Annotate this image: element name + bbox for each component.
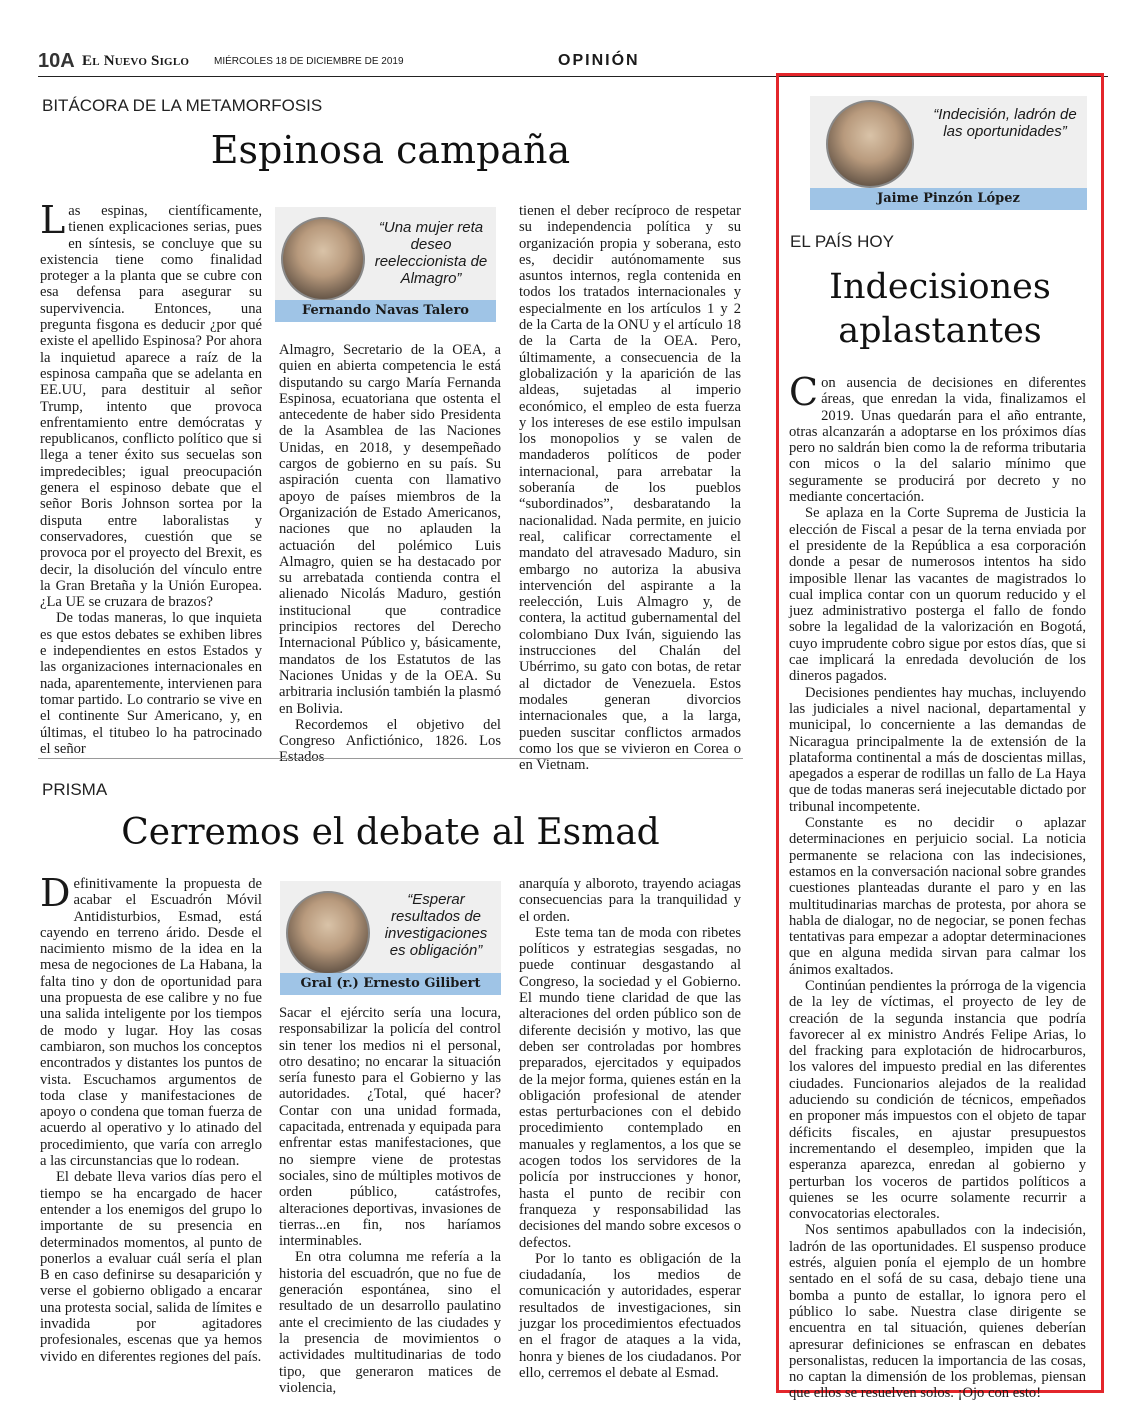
article3-paragraph: Constante es no decidir o aplazar determinaciones en perjuicio social. La noticia permanente se relaciona con las indecisiones, estamos en la conversación nacional sobre grandes cuestiones planteadas durante el paro y en las multitudinarias marchas de protesta, por ahora se habla de dialogar, no de negociar, se ponen fechas tentativas para empezar a adoptar determinaciones que en alguna medida sirvan para calmar los ánimos exaltados. xyxy=(789,815,1086,978)
article1-quote: “Una mujer reta deseo reeleccionista de Almagro” xyxy=(374,219,488,287)
article2-kicker: PRISMA xyxy=(42,780,108,799)
article1-author: Fernando Navas Talero xyxy=(302,303,469,318)
article2-author: Gral (r.) Ernesto Gilibert xyxy=(300,976,481,991)
newspaper-name: El Nuevo Siglo xyxy=(82,53,190,69)
article3-kicker: EL PAÍS HOY xyxy=(790,232,894,251)
author-photo-navas-icon xyxy=(281,217,365,301)
article1-paragraph: tienen el deber recíproco de respetar su independencia política y su organización propia y soberana, esto es, decidir autónomamente sus asuntos internos, regla contenida en todos los tratados internacionales y especialmente en los artículos 1 y 2 de la Carta de la ONU y el artículo 18 de la Carta de la OEA. Pero, últimamente, a consecuencia de la globalización y la aparición de las aldeas, sujetadas al imperio económico, el empleo de esta fuerza y los intereses de ese estilo impulsan los monopolios y se valen de mandaderos políticos de poder internacional, para arrebatar la soberanía de los pueblos “subordinados”, desbaratando la nacionalidad. Nada permite, en juicio real, calificar correctamente el mandato del atravesado Maduro, sin embargo no autoriza la abusiva intervención del aspirante a la reelección, Luis Almagro y, de contera, la actitud gubernamental del colombiano Dux Iván, siguiendo las instrucciones del Chalán del Ubérrimo, su gato con botas, de retar al dictador de Venezuela. Estos modales generan divorcios internacionales que, a la larga, pueden suscitar conflictos armados como los que se vivieron en Corea o en Vietnam. xyxy=(519,203,741,774)
article2-column-2 xyxy=(279,1005,501,1396)
section-name: OPINIÓN xyxy=(558,52,640,69)
article2-paragraph: anarquía y alboroto, trayendo aciagas consecuencias para la tranquilidad y el orden. xyxy=(519,876,741,925)
article-divider xyxy=(38,758,743,759)
article1-column-2 xyxy=(279,342,501,766)
article2-dropcap: D xyxy=(40,871,71,915)
article2-paragraph: En otra columna me refería a la historia del escuadrón, que no fue de generación espontánea, sino el resultado de un desarrollo paulatino ante el crecimiento de las ciudades y la presencia de movimientos o actividades multitudinarias de todo tipo, que generaron matices de violencia, xyxy=(279,1249,501,1396)
article2-column-1 xyxy=(40,871,262,1365)
article3-paragraph: Decisiones pendientes hay muchas, incluyendo las judiciales a nivel nacional, departamental y municipal, lo concerniente a las demandas de Nicaragua principalmente la de extensión de la plataforma continental a más de doscientas millas, apegados a esperar de rodillas un fallo de La Haya que de todas maneras será inejecutable dictado por tribunal incompetente. xyxy=(789,684,1086,815)
article3-title: Indecisiones aplastantes xyxy=(829,267,1051,351)
article1-paragraph: De todas maneras, lo que inquieta es que estos debates se exhiben libres e independientes en estos Estados y las organizaciones internacionales en nada, aparentemente, intervienen para tomar partido. Lo contrario se vive en el continente Sur Americano, y, en últimas, el titubeo lo ha patrocinado el señor xyxy=(40,610,262,757)
article1-dropcap: L xyxy=(40,198,66,242)
article3-paragraph: Continúan pendientes la prórroga de la vigencia de la ley de víctimas, el proyecto de ley de creación de la segunda instancia que podría favorecer al ex ministro Andrés Felipe Arias, lo del fracking para explotación de hidrocarburos, los valores del impuesto predial en las diferentes ciudades. Funcionarios alejados de la realidad aduciendo su condición de técnicos, empeñados en proponer más impuestos con el objeto de tapar déficits fiscales, en ajustar presupuestos incrementando el desempleo, impiden que la esperanza aparezca, enredan al gobierno y perturban los voceros de partidos políticos a quienes se les ocurre solamente recurrir a convocatorias electorales. xyxy=(789,977,1086,1223)
article1-kicker: BITÁCORA DE LA METAMORFOSIS xyxy=(42,96,323,115)
article3-paragraph: on ausencia de decisiones en diferentes áreas, que enredan la vida, finalizamos el 2019. Unas quedarán para el año entrante, otras alcanzarán a adoptarse en los próximos días pero no saldrán bien como la de reforma tributaria con micos o la del salario mínimo que seguramente se producirá por decreto y no mediante concertación. xyxy=(789,375,1086,506)
article3-body xyxy=(789,370,1086,1402)
article3-paragraph: Nos sentimos apabullados con la indecisión, ladrón de las oportunidades. El suspenso produce estrés, alguien ponía el ejemplo de un hombre sentado en el sofá de su casa, debajo tiene una bomba a punto de estallar, lo ignora pero el público lo sabe. Nuestra clase dirigente se encuentra en tal situación, quienes deberían apresurar definiciones se enfrascan en debates personalistas, reducen la importancia de las cosas, no captan la dimensión de los problemas, piensan que ellos se resuelven solos. ¡Ojo con esto! xyxy=(789,1222,1086,1402)
article1-column-3 xyxy=(519,203,741,774)
article2-column-3 xyxy=(519,876,741,1381)
article1-title: Espinosa campaña xyxy=(210,128,571,172)
article2-paragraph: El debate lleva varios días pero el tiempo se ha encargado de hacer entender a los enemigos del grupo lo importante de su presencia en determinados momentos, al punto de ponerlos a evaluar cuál sería el plan B en caso definirse su desaparición y verse el gobierno obligado a encarar una protesta social, salida de límites e invadida por agitadores profesionales, escenas que ya hemos vivido en diferentes regiones del país. xyxy=(40,1169,262,1365)
article2-paragraph: Este tema tan de moda con ribetes políticos y estrategias sesgadas, no puede continuar desgastando al Congreso, la sociedad y el Gobierno. El mundo tiene claridad de que las alteraciones del orden público son de diferente decisión y motivo, las que deben ser controladas por hombres preparados, ejercitados y equipados de la mejor forma, quienes están en la obligación profesional de atender estas perturbaciones con el debido procedimiento contemplado en manuales y reglamentos, a los que se acogen todos los servidores de la policía por instrucciones y honor, hasta el punto de recibir con franqueza y responsabilidad las decisiones del mando sobre excesos o defectos. xyxy=(519,924,741,1251)
article1-paragraph: Almagro, Secretario de la OEA, a quien en abierta competencia le está disputando su cargo María Fernanda Espinosa, ecuatoriana que ostenta el antecedente de haber sido Presidenta de la Asamblea de las Naciones Unidas, en 2018, y desempeñado cargos de gobierno en su país. Su aspiración cuenta con llamativo apoyo de países miembros de la Organización de Estado Americanos, naciones que no aplauden la actuación del polémico Luis Almagro, quien se ha destacado por su arrebatada contienda contra el alienado Nicolás Maduro, gestión institucional que contradice principios rectores del Derecho Internacional Público y, básicamente, mandatos de los Estatutos de las Naciones Unidas y de la OEA. Su arbitraria inclusión también la plasmó en Bolivia. xyxy=(279,342,501,717)
article3-author-box xyxy=(810,96,1087,210)
article2-paragraph: Por lo tanto es obligación de la ciudadanía, los medios de comunicación y autoridades, esperar resultados de investigaciones, sin juzgar los procedimientos efectuados en el fragor de ataques a la vida, honra y bienes de los ciudadanos. Por ello, cerremos el debate al Esmad. xyxy=(519,1250,741,1381)
article1-column-1 xyxy=(40,198,262,757)
article3-dropcap: C xyxy=(789,370,819,414)
article3-quote: “Indecisión, ladrón de las oportunidades” xyxy=(933,106,1077,140)
article2-quote: “Esperar resultados de investigaciones es obligación” xyxy=(384,891,488,959)
page-number: 10A xyxy=(38,50,75,72)
article1-author-box xyxy=(275,207,496,322)
article1-paragraph: as espinas, científicamente, tienen explicaciones serias, pues en síntesis, se concluye que su existencia tiene como finalidad proteger a la planta que se cubre con esa defensa para asegurar su supervivencia. Entonces, una pregunta fisgona es deducir ¿por qué existe el apellido Espinosa? Por ahora la inquietud aparece a raíz de la espinosa campaña que se adelanta en EE.UU, para destituir al señor Trump, intento que provoca enfrentamiento entre demócratas y republicanos, conflicto político que si llega a tener éxito sus secuelas son impredecibles; igual preocupación genera el espinoso debate que el señor Boris Johnson sortea por la disputa entre laboralistas y conservadores, cuestión que se provoca por el proyecto del Brexit, es decir, la disolución del vínculo entre la Gran Bretaña y la Unión Europea. ¿La UE se cruzara de brazos? xyxy=(40,203,262,611)
article2-paragraph: Sacar el ejército sería una locura, responsabilizar la policía del control sin tener los medios ni el personal, otro desatino; no encarar la situación sería funesto para el Gobierno y las autoridades. ¿Total, qué hacer? Contar con una unidad formada, capacitada, entrenada y equipada para enfrentar estas manifestaciones, que no siempre viene de protestas sociales, sino de múltiples motivos de orden público, catástrofes, alteraciones deportivas, invasiones de tierras...en fin, nos haríamos interminables. xyxy=(279,1005,501,1250)
article1-paragraph: Recordemos el objetivo del Congreso Anfictiónico, 1826. Los Estados xyxy=(279,716,501,766)
author-photo-gilibert-icon xyxy=(286,891,370,975)
issue-date: MIÉRCOLES 18 DE DICIEMBRE DE 2019 xyxy=(214,56,404,67)
author-photo-pinzon-icon xyxy=(826,100,914,188)
article3-paragraph: Se aplaza en la Corte Suprema de Justicia la elección de Fiscal a pesar de la terna enviada por el presidente de la República a esa corporación donde a pesar de numerosos intentos ha sido imposible llenar las vacantes de magistrados lo cual implica contar con un quorum reducido y el juez administrativo posterga el fallo de fondo sobre la legalidad de la valorización en Bogotá, cuyo imprudente cobro sigue por estos días, que si cae implicará la enredada devolución de los dineros pagados. xyxy=(789,505,1086,685)
article2-paragraph: efinitivamente la propuesta de acabar el Escuadrón Móvil Antidisturbios, Esmad, está cayendo en terreno árido. Desde el nacimiento mismo de la idea en la mesa de negociones de La Habana, la falta tino y don de oportunidad para una propuesta de ese calibre y no fue una salida inteligente por los tiempos de modo y lugar. Hoy las cosas cambiaron, son muchos los conceptos encontrados y distantes los puntos de vista. Escuchamos argumentos de toda clase y manifestaciones de apoyo o condena que toman fuerza de acuerdo al operativo y lo atinado del procedimiento, que varía con arreglo a las circunstancias que lo rodean. xyxy=(40,876,262,1170)
article2-author-box xyxy=(280,881,501,995)
article2-title: Cerremos el debate al Esmad xyxy=(121,812,660,853)
article3-author: Jaime Pinzón López xyxy=(877,191,1020,206)
